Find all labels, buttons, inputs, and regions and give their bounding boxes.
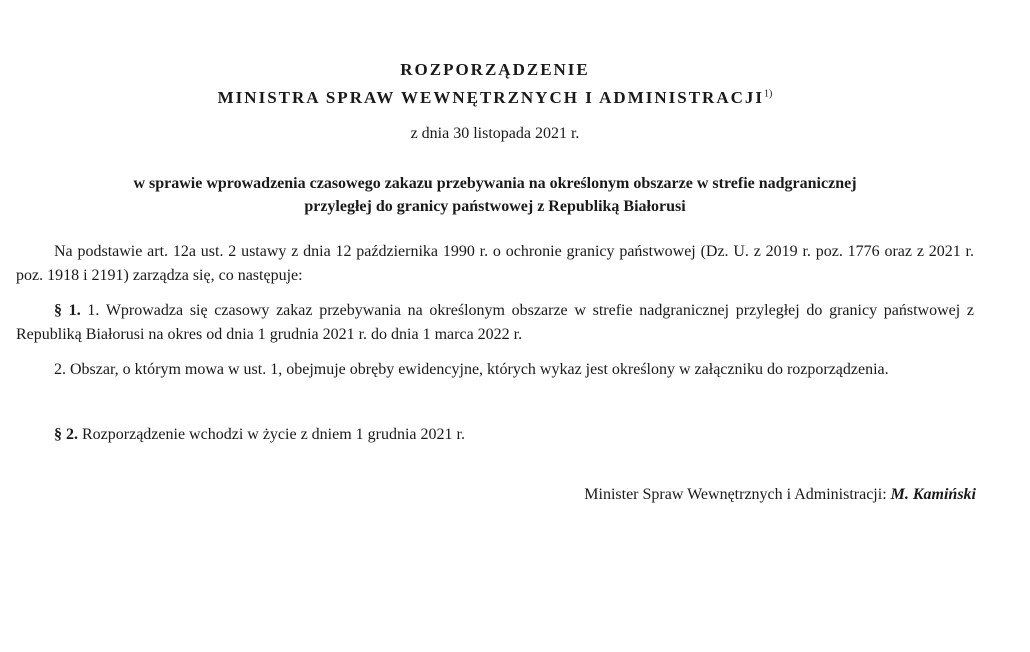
- signatory-name: M. Kamiński: [890, 486, 976, 503]
- section-2-label: § 2.: [54, 426, 78, 443]
- subject-line-1: w sprawie wprowadzenia czasowego zakazu przebywania na określonym obszarze w strefie nadgranicznej: [133, 175, 857, 192]
- document-subject: [30, 172, 960, 218]
- section-1-label: § 1.: [54, 302, 81, 319]
- section-2-text: Rozporządzenie wchodzi w życie z dniem 1 grudnia 2021 r.: [82, 426, 465, 443]
- section-2: [16, 423, 974, 447]
- section-1-point-1-text: 1. Wprowadza się czasowy zakaz przebywania na określonym obszarze w strefie nadgranicznej przyległej do granicy państwowej z Republiką Białorusi na okres od dnia 1 grudnia 2021 r. do dnia 1 marca 2022 r.: [16, 302, 974, 343]
- issuing-authority-heading: [0, 88, 990, 108]
- document-type-heading: [0, 60, 990, 80]
- document-type-text: ROZPORZĄDZENIE: [400, 60, 590, 79]
- document-date: z dnia 30 listopada 2021 r.: [410, 125, 580, 142]
- issuing-authority-text: MINISTRA SPRAW WEWNĘTRZNYCH I ADMINISTRACJI: [217, 88, 764, 107]
- signature-block: [584, 486, 976, 504]
- footnote-mark: 1): [764, 88, 773, 100]
- signatory-title: Minister Spraw Wewnętrznych i Administracji:: [584, 486, 887, 503]
- legal-basis-paragraph: Na podstawie art. 12a ust. 2 ustawy z dnia 12 października 1990 r. o ochronie granicy państwowej (Dz. U. z 2019 r. poz. 1776 oraz z 2021 r. poz. 1918 i 2191) zarządza się, co następuje:: [16, 243, 974, 284]
- section-1-point-1: [16, 299, 974, 347]
- subject-line-2: przyległej do granicy państwowej z Republiką Białorusi: [304, 198, 686, 215]
- section-1-point-2: 2. Obszar, o którym mowa w ust. 1, obejmuje obręby ewidencyjne, których wykaz jest określony w załączniku do rozporządzenia.: [54, 361, 889, 378]
